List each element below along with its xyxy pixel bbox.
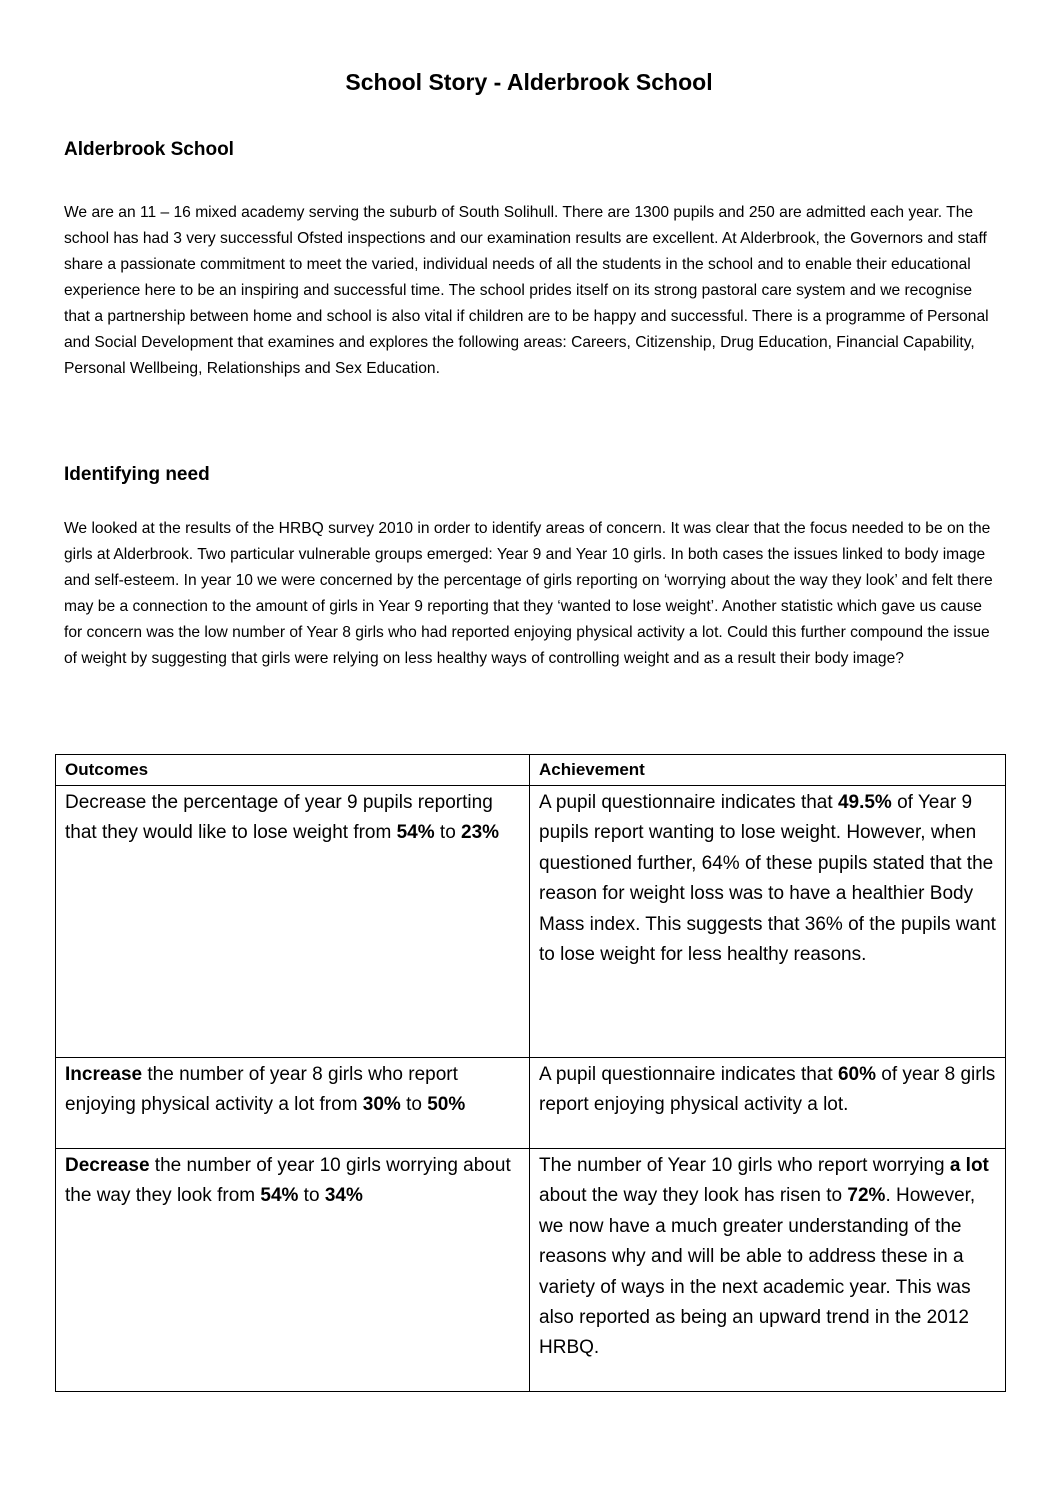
achievement-cell: A pupil questionnaire indicates that 60% of year 8 girls report enjoying physical activity a lot. bbox=[530, 1058, 1006, 1149]
table-row bbox=[56, 1149, 1006, 1392]
section-heading-alderbrook-school: Alderbrook School bbox=[64, 139, 234, 160]
identifying-need-paragraph: We looked at the results of the HRBQ survey 2010 in order to identify areas of concern. It was clear that the focus needed to be on the girls at Alderbrook. Two particular vulnerable groups emerged: Year 9 and Year 10 girls. In both cases the issues linked to body image and self-esteem. In year 10 we were concerned by the percentage of girls reporting on ‘worrying about the way they look’ and felt there may be a connection to the amount of girls in Year 9 reporting that they ‘wanted to lose weight’. Another statistic which gave us cause for concern was the low number of Year 8 girls who had reported enjoying physical activity a lot. Could this further compound the issue of weight by suggesting that girls were relying on less healthy ways of controlling weight and as a result their body image? bbox=[64, 520, 993, 667]
table-row bbox=[56, 786, 1006, 1058]
achievement-cell: A pupil questionnaire indicates that 49.5% of Year 9 pupils report wanting to lose weight. However, when questioned further, 64% of these pupils stated that the reason for weight loss was to have a healthier Body Mass index. This suggests that 36% of the pupils want to lose weight for less healthy reasons. bbox=[530, 786, 1006, 1058]
outcome-cell: Decrease the percentage of year 9 pupils reporting that they would like to lose weight from 54% to 23% bbox=[56, 786, 530, 1058]
section-heading-identifying-need: Identifying need bbox=[64, 464, 210, 485]
column-header-outcomes: Outcomes bbox=[56, 755, 530, 786]
table-header-row bbox=[56, 755, 1006, 786]
document-title: School Story - Alderbrook School bbox=[345, 69, 713, 95]
school-description-paragraph: We are an 11 – 16 mixed academy serving the suburb of South Solihull. There are 1300 pupils and 250 are admitted each year. The school has had 3 very successful Ofsted inspections and our examination results are excellent. At Alderbrook, the Governors and staff share a passionate commitment to meet the varied, individual needs of all the students in the school and to enable their educational experience here to be an inspiring and successful time. The school prides itself on its strong pastoral care system and we recognise that a partnership between home and school is also vital if children are to be happy and successful. There is a programme of Personal and Social Development that examines and explores the following areas: Careers, Citizenship, Drug Education, Financial Capability, Personal Wellbeing, Relationships and Sex Education. bbox=[64, 204, 989, 377]
column-header-achievement: Achievement bbox=[530, 755, 1006, 786]
table-row bbox=[56, 1058, 1006, 1149]
outcome-cell: Decrease the number of year 10 girls worrying about the way they look from 54% to 34% bbox=[56, 1149, 530, 1392]
achievement-cell: The number of Year 10 girls who report worrying a lot about the way they look has risen to 72%. However, we now have a much greater understanding of the reasons why and will be able to address these in a variety of ways in the next academic year. This was also reported as being an upward trend in the 2012 HRBQ. bbox=[530, 1149, 1006, 1392]
outcome-cell: Increase the number of year 8 girls who report enjoying physical activity a lot from 30% to 50% bbox=[56, 1058, 530, 1149]
outcomes-table bbox=[55, 754, 1006, 1392]
